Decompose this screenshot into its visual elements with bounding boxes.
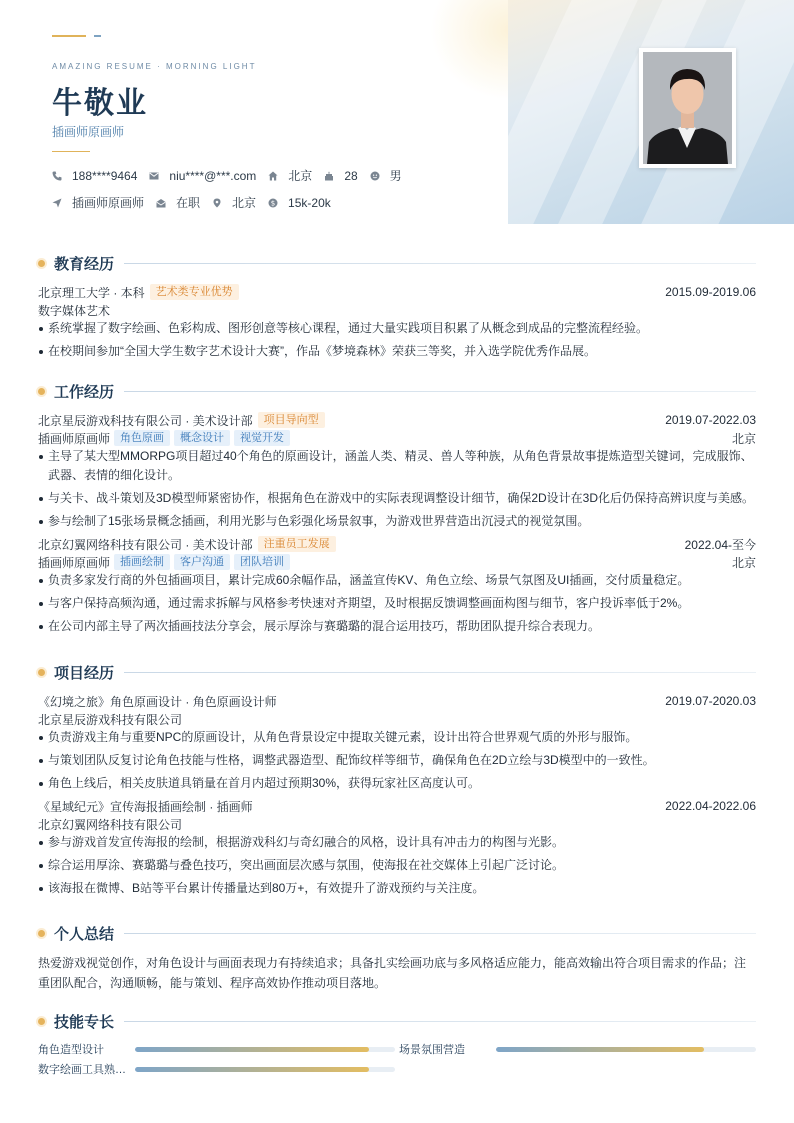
skill-item (38, 1040, 395, 1058)
deco-line-short (94, 35, 101, 37)
job-position: 插画师原画师 (38, 431, 111, 446)
job-position-row (38, 553, 756, 571)
job-entry (38, 535, 756, 636)
money-icon (268, 198, 278, 208)
name-divider (52, 151, 90, 152)
city-value: 北京 (232, 196, 257, 210)
skills-header (38, 1010, 756, 1032)
skill-tag: 视觉开发 (234, 430, 290, 446)
email-value: niu****@***.com (169, 168, 257, 183)
section-divider (124, 672, 756, 673)
salary-value: 15k-20k (288, 195, 331, 210)
skill-bar (135, 1067, 395, 1072)
candidate-role: 插画师原画师 (52, 125, 125, 139)
skill-bar (135, 1047, 395, 1052)
education-tag: 艺术类专业优势 (150, 284, 239, 300)
project-entry (38, 797, 756, 898)
list-item: 综合运用厚涂、赛璐璐与叠色技巧，突出画面层次感与氛围，使海报在社交媒体上引起广泛讨论。 (38, 856, 756, 875)
education-date: 2015.09-2019.06 (665, 285, 756, 299)
info-home (268, 167, 312, 184)
send-icon (52, 198, 62, 208)
skill-name: 数字绘画工具熟… (38, 1064, 126, 1076)
school-name: 北京理工大学 · 本科 (38, 285, 145, 300)
resume-tagline: AMAZING RESUME · MORNING LIGHT (52, 62, 257, 71)
section-bullet-dot (38, 260, 45, 267)
project-date: 2019.07-2020.03 (665, 694, 756, 708)
job-head (38, 535, 756, 553)
info-email (149, 169, 256, 183)
job-date: 2022.04-至今 (684, 537, 756, 552)
project-head (38, 797, 756, 815)
phone-value: 188****9464 (72, 168, 138, 183)
info-phone (52, 169, 137, 183)
skill-tag: 插画绘制 (114, 554, 170, 570)
project-name: 《幻境之旅》角色原画设计 · 角色原画设计师 (38, 694, 277, 709)
contact-info-row (52, 167, 414, 184)
section-bullet-dot (38, 1018, 45, 1025)
section-divider (124, 1021, 756, 1022)
skill-name: 场景氛围营造 (399, 1044, 465, 1056)
summary-header (38, 922, 756, 944)
list-item: 在校期间参加“全国大学生数字艺术设计大赛”，作品《梦境森林》荣获三等奖，并入选学院优秀作品展。 (38, 342, 756, 361)
project-bullets (38, 833, 756, 898)
mailbox-icon (156, 198, 166, 208)
candidate-name: 牛敬业 (52, 87, 148, 120)
projects-section (38, 661, 756, 902)
list-item: 参与游戏首发宣传海报的绘制，根据游戏科幻与奇幻融合的风格，设计具有冲击力的构图与光影。 (38, 833, 756, 852)
work-header (38, 380, 756, 402)
list-item: 负责游戏主角与重要NPC的原画设计，从角色背景设定中提取关键元素，设计出符合世界观气质的外形与服饰。 (38, 728, 756, 747)
job-position: 插画师原画师 (38, 555, 111, 570)
section-bullet-dot (38, 930, 45, 937)
education-major: 数字媒体艺术 (38, 303, 111, 318)
cake-icon (324, 171, 334, 181)
education-entry-head (38, 283, 756, 301)
work-section (38, 380, 756, 640)
skill-tag: 角色原画 (114, 430, 170, 446)
profile-photo (639, 48, 736, 168)
project-date: 2022.04-2022.06 (665, 799, 756, 813)
project-head (38, 692, 756, 710)
section-divider (124, 933, 756, 934)
section-bullet-dot (38, 669, 45, 676)
job-info-row (52, 194, 343, 211)
summary-title: 个人总结 (54, 925, 115, 943)
info-salary (268, 196, 331, 210)
project-name: 《星域纪元》宣传海报插画绘制 · 插画师 (38, 799, 253, 814)
job-bullets (38, 447, 756, 531)
job-bullets (38, 571, 756, 636)
education-header (38, 252, 756, 274)
info-gender (370, 167, 402, 184)
company-name: 北京幻翼网络科技有限公司 · 美术设计部 (38, 537, 253, 552)
home-value: 北京 (288, 169, 313, 183)
gender-icon (370, 171, 380, 181)
work-title: 工作经历 (54, 383, 115, 401)
list-item: 负责多家发行商的外包插画项目，累计完成60余幅作品，涵盖宣传KV、角色立绘、场景气氛图及UI插画，交付质量稳定。 (38, 571, 756, 590)
skills-title: 技能专长 (54, 1013, 115, 1031)
projects-header (38, 661, 756, 683)
resume-header (0, 0, 794, 224)
skill-item (38, 1060, 395, 1078)
skill-item (399, 1040, 756, 1058)
skills-grid (38, 1040, 756, 1080)
age-value: 28 (344, 168, 358, 183)
summary-text: 热爱游戏视觉创作，对角色设计与画面表现力有持续追求；具备扎实绘画功底与多风格适应能力，能高效输出符合项目需求的作品；注重团队配合，沟通顺畅，能与策划、程序高效协作推动项目落地。 (38, 956, 747, 990)
project-company: 北京星辰游戏科技有限公司 (38, 712, 183, 727)
project-entry (38, 692, 756, 793)
mail-icon (149, 171, 159, 181)
phone-icon (52, 171, 62, 181)
education-title: 教育经历 (54, 255, 115, 273)
projects-title: 项目经历 (54, 664, 115, 682)
skill-tag: 客户沟通 (174, 554, 230, 570)
job-city: 北京 (731, 555, 756, 570)
deco-line (52, 35, 86, 37)
section-divider (124, 263, 756, 264)
list-item: 系统掌握了数字绘画、色彩构成、图形创意等核心课程，通过大量实践项目积累了从概念到成品的完整流程经验。 (38, 319, 756, 338)
skill-bar-fill (496, 1047, 704, 1052)
skills-section (38, 1010, 756, 1080)
list-item: 与策划团队反复讨论角色技能与性格，调整武器造型、配饰纹样等细节，确保角色在2D立绘与3D模型中的一致性。 (38, 751, 756, 770)
info-status (156, 194, 200, 211)
section-bullet-dot (38, 388, 45, 395)
target-job-value: 插画师原画师 (72, 196, 145, 210)
list-item: 与关卡、战斗策划及3D模型师紧密协作，根据角色在游戏中的实际表现调整设计细节，确保2D设计在3D化后仍保持高辨识度与美感。 (38, 489, 756, 508)
skill-bar (496, 1047, 756, 1052)
info-age (324, 169, 357, 183)
list-item: 参与绘制了15张场景概念插画，利用光影与色彩强化场景叙事，为游戏世界营造出沉浸式的视觉氛围。 (38, 512, 756, 531)
status-value: 在职 (176, 196, 201, 210)
info-target-job (52, 194, 144, 211)
list-item: 该海报在微博、B站等平台累计传播量达到80万+，有效提升了游戏预约与关注度。 (38, 879, 756, 898)
project-company: 北京幻翼网络科技有限公司 (38, 817, 183, 832)
summary-section (38, 922, 756, 993)
list-item: 角色上线后，相关皮肤道具销量在首月内超过预期30%，获得玩家社区高度认可。 (38, 774, 756, 793)
job-date: 2019.07-2022.03 (665, 413, 756, 427)
skill-bar-fill (135, 1047, 369, 1052)
job-head (38, 411, 756, 429)
info-city (212, 194, 256, 211)
location-pin-icon (212, 198, 222, 208)
skill-tag: 概念设计 (174, 430, 230, 446)
list-item: 与客户保持高频沟通，通过需求拆解与风格参考快速对齐期望，及时根据反馈调整画面构图与细节，客户投诉率低于2%。 (38, 594, 756, 613)
job-entry (38, 411, 756, 531)
gender-value: 男 (389, 169, 402, 183)
list-item: 在公司内部主导了两次插画技法分享会，展示厚涂与赛璐璐的混合运用技巧，帮助团队提升综合表现力。 (38, 617, 756, 636)
skill-name: 角色造型设计 (38, 1044, 104, 1056)
education-section (38, 252, 756, 365)
home-icon (268, 171, 278, 181)
section-divider (124, 391, 756, 392)
company-tag: 注重员工发展 (258, 536, 336, 552)
portrait-image (643, 52, 732, 164)
company-name: 北京星辰游戏科技有限公司 · 美术设计部 (38, 413, 253, 428)
skill-bar-fill (135, 1067, 369, 1072)
job-city: 北京 (731, 431, 756, 446)
job-position-row (38, 429, 756, 447)
skill-tag: 团队培训 (234, 554, 290, 570)
project-bullets (38, 728, 756, 793)
education-bullets (38, 319, 756, 361)
company-tag: 项目导向型 (258, 412, 325, 428)
list-item: 主导了某大型MMORPG项目超过40个角色的原画设计，涵盖人类、精灵、兽人等种族，从角色背景故事提炼造型关键词，完成服饰、武器、表情的细化设计。 (38, 447, 756, 485)
svg-text:$: $ (270, 199, 276, 208)
